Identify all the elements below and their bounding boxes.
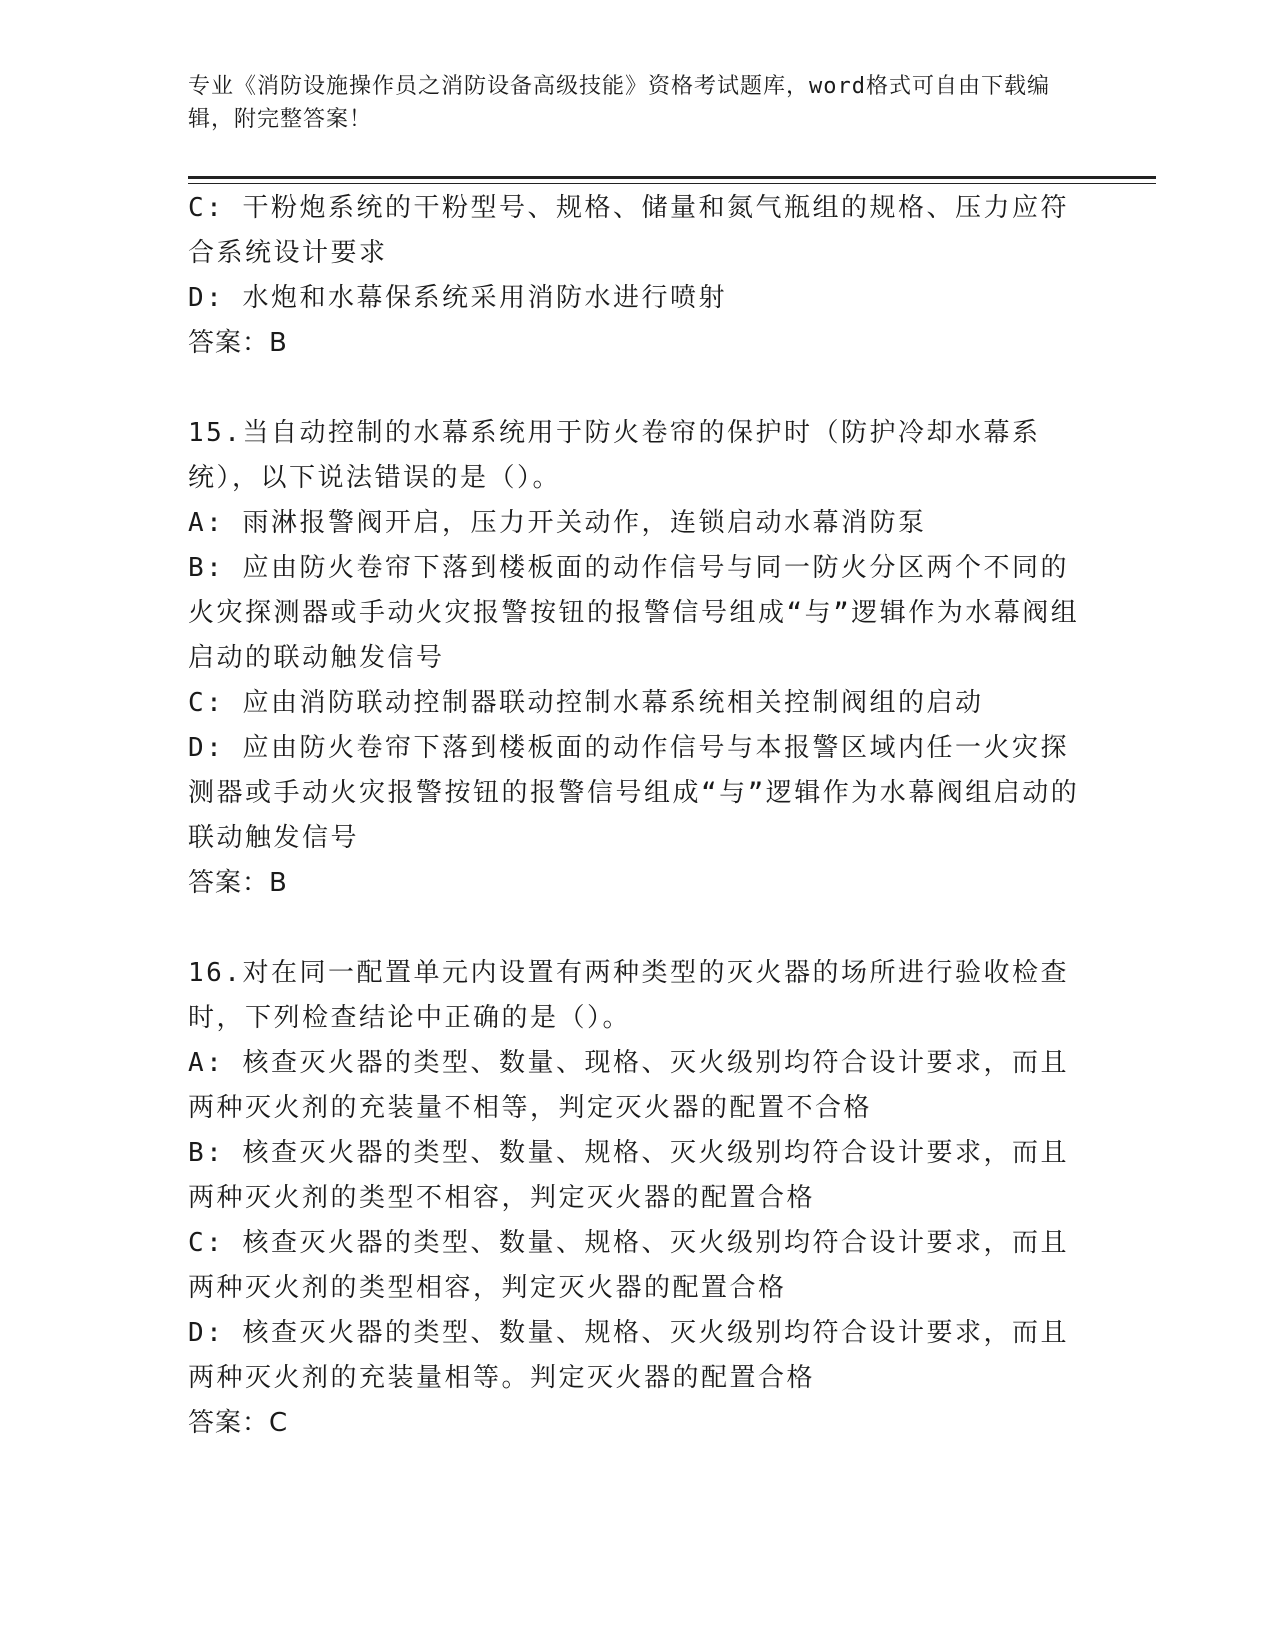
option-c: C: 核查灭火器的类型、数量、规格、灭火级别均符合设计要求，而且两种灭火剂的类型相容，判定灭火器的配置合格 <box>188 1228 1069 1303</box>
answer-line: 答案：C <box>188 1408 289 1438</box>
option-c: C: 干粉炮系统的干粉型号、规格、储量和氮气瓶组的规格、压力应符合系统设计要求 <box>188 193 1069 268</box>
header-divider-thin <box>188 183 1156 184</box>
header-divider-thick <box>188 176 1156 179</box>
answer-line: 答案：B <box>188 328 288 358</box>
option-d: D: 水炮和水幕保系统采用消防水进行喷射 <box>188 283 727 313</box>
option-a: A: 核查灭火器的类型、数量、现格、灭火级别均符合设计要求，而且两种灭火剂的充装量不相等，判定灭火器的配置不合格 <box>188 1048 1069 1123</box>
option-b: B: 核查灭火器的类型、数量、规格、灭火级别均符合设计要求，而且两种灭火剂的类型不相容，判定灭火器的配置合格 <box>188 1138 1069 1213</box>
option-d: D: 核查灭火器的类型、数量、规格、灭火级别均符合设计要求，而且两种灭火剂的充装量相等。判定灭火器的配置合格 <box>188 1318 1069 1393</box>
question-16: 16.对在同一配置单元内设置有两种类型的灭火器的场所进行验收检查时，下列检查结论中正确的是（）。 <box>188 958 1069 1033</box>
option-b: B: 应由防火卷帘下落到楼板面的动作信号与同一防火分区两个不同的火灾探测器或手动火灾报警按钮的报警信号组成“与”逻辑作为水幕阀组启动的联动触发信号 <box>188 553 1080 673</box>
page-header: 专业《消防设施操作员之消防设备高级技能》资格考试题库，word格式可自由下载编辑，附完整答案！ <box>188 74 1050 132</box>
option-c: C: 应由消防联动控制器联动控制水幕系统相关控制阀组的启动 <box>188 688 984 718</box>
option-a: A: 雨淋报警阀开启，压力开关动作，连锁启动水幕消防泵 <box>188 508 927 538</box>
question-15: 15.当自动控制的水幕系统用于防火卷帘的保护时（防护冷却水幕系统），以下说法错误的是（）。 <box>188 418 1041 493</box>
option-d: D: 应由防火卷帘下落到楼板面的动作信号与本报警区域内任一火灾探测器或手动火灾报警按钮的报警信号组成“与”逻辑作为水幕阀组启动的联动触发信号 <box>188 733 1080 853</box>
answer-line: 答案：B <box>188 868 288 898</box>
content-body <box>188 186 1088 1491</box>
